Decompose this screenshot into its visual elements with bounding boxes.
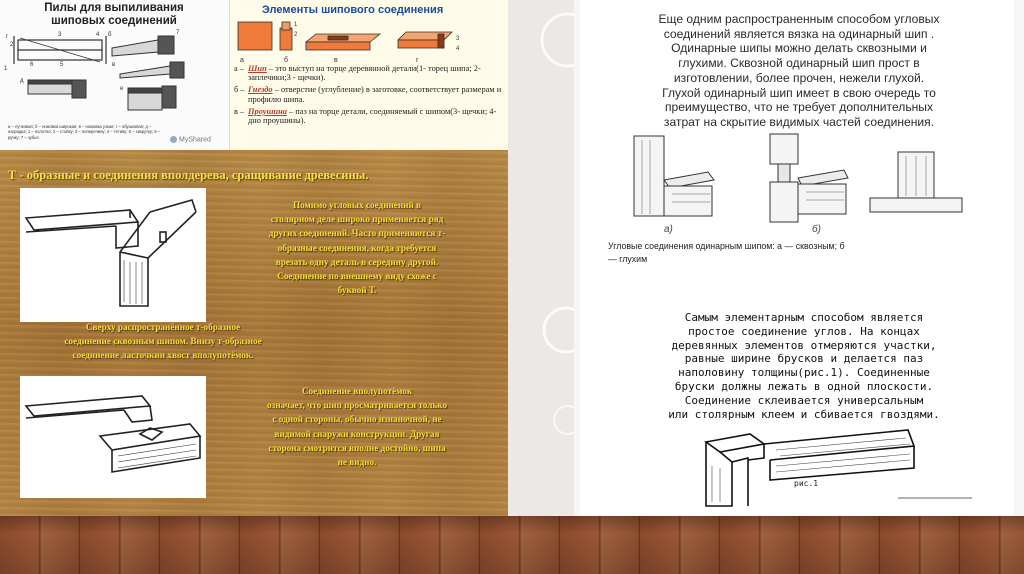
text-line: Соединение склеивается универсальным [684,393,924,407]
figure-label: г [416,57,419,64]
text-line: столярном деле широко применяется ряд [270,214,444,225]
through-tenon-drawing [634,136,714,216]
blind-tenon-drawing [770,134,848,222]
element-text: – паз на торце детали, соединяемый с шипом(3- щечки; 4- дно проушины). [248,106,497,126]
t-joints-title: Т - образные и соединения вполдерева, сращивание древесины. [8,168,369,182]
t-joint-through-tenon-sketch [20,188,206,322]
tenon-block [238,22,272,50]
saws-illustration [0,0,230,124]
background-band [508,0,574,516]
element-key: б – [234,85,245,95]
saw-label: е [120,86,124,92]
saw-label: 7 [176,30,180,36]
text-line: — глухим [608,254,648,264]
wooden-floor-decoration [0,516,1024,574]
text-line: сторона смотрится вполне достойно, шипа [268,442,446,453]
saw-label: 6 [30,62,34,68]
t-joints-paragraph [210,198,504,297]
part-number: 1 [294,22,298,28]
part-number: 4 [456,46,460,52]
element-text: – это выступ на торце деревянной детали(1- торец шипа; 2- заплечики;3 - щечки). [248,64,481,83]
text-line: не видно. [337,457,377,468]
corner-joints-panel [574,0,1024,516]
single-tenon-paragraph [594,12,1004,130]
saw-label: 2 [10,42,14,48]
element-item [234,85,504,103]
text-line: Еще одним распространенным способом угловых [658,12,940,26]
element-term: Шип [248,64,267,73]
text-line: простое соединение углов. На концах [688,324,920,338]
element-description [248,85,504,103]
simple-corner-joint-paragraph [600,311,1008,421]
saw-label: в [112,62,116,68]
text-line: бруски должны лежать в одной плоскости. [674,379,934,393]
saw-label: 1 [4,66,8,72]
figure-label: б) [812,224,821,235]
text-line: Помимо угловых соединений в [292,200,422,210]
element-description [248,107,504,125]
text-line: Соединение вполупотёмок [301,386,413,396]
text-line: соединение ласточкин хвост вполупотёмок. [72,350,254,361]
text-line: глухими. Сквозной одинарный шип прост в [678,56,920,71]
text-line: или столярным клеем и сбивается гвоздями. [668,407,940,421]
joint-elements-list [234,64,504,128]
text-line: Глухой одинарный шип имеет в свою очередь то [662,85,936,100]
element-term: Проушина [248,106,287,116]
text-line: Угловые соединения одинарным шипом: а — сквозным; б [608,241,845,251]
figure-caption: рис.1 [794,479,819,488]
saws-title-line: шиповых соединений [51,15,177,27]
text-line: Самым элементарным способом является [684,311,924,324]
part-number: 3 [456,36,460,42]
t-joints-caption [8,320,318,363]
narrow-saw-drawing [120,62,184,78]
element-key: в – [234,106,245,116]
saws-caption: а – лучковая; б – ножовка широкая; в – ножовка узкая; г – обушковая; д – наградка; 1 – полотно; 2 – стойку; 3 – поперечину; 4 – тетиву; 5 – закрутку; 6 – ручку; 7 – зубья [8,124,161,140]
text-line: равные ширине брусков и делается паз [684,352,924,366]
myshared-text: MyShared [179,136,211,144]
saw-label: 3 [58,32,62,38]
element-key: а – [234,64,244,73]
text-line: соединение сквозным шипом. Внизу т-образное [64,336,262,347]
text-line: затрат на скрытие видимых частей соединения. [663,114,935,129]
saw-label: 5 [60,62,64,68]
fine-saw-drawing [128,86,176,110]
element-item [234,64,504,82]
saw-label: г [6,34,9,40]
text-line: наполовину толщины(рис.1). Соединенные [678,366,930,380]
saw-label: д [20,78,24,84]
wide-handsaw-drawing [112,36,174,56]
t-joint-dovetail-drawing [20,376,206,498]
part-number: 2 [294,32,298,38]
element-item [234,107,504,125]
figure-label: а [240,57,244,64]
text-line: врезать одну деталь в середину другой. [275,256,439,267]
element-description [248,64,504,82]
t-joints-panel [0,150,508,516]
half-blind-paragraph [210,384,504,469]
slot-board [398,32,452,48]
tenon-detail [280,22,292,50]
single-tenon-diagram [580,130,1014,240]
mortise-board [306,34,380,50]
element-text: – отверстие (углубление) в заготовке, соответствует размерам и профилю шипа. [248,85,502,104]
figure-label: б [284,57,289,64]
joint-elements-title: Элементы шипового соединения [262,4,444,16]
t-joint-through-tenon-drawing [20,188,206,322]
text-line: видимой снаружи конструкции. Другая [274,428,440,439]
saw-label: 4 [96,32,100,38]
saw-label: б [108,32,112,38]
figure-label: а) [664,224,673,235]
myshared-logo-icon [170,136,177,143]
text-line: изготовлении, более прочен, нежели глухой. [673,70,925,85]
saws-panel [0,0,230,150]
myshared-watermark [170,136,211,143]
back-saw-drawing [28,80,86,98]
text-line: Соединение по внешнему виду схоже с [277,271,437,282]
text-line: означает, что шип просматривается только [266,400,448,411]
corner-joints-card [580,0,1014,516]
frame-saw-drawing [14,36,106,64]
half-lap-corner-diagram [580,424,1014,516]
t-joint-dovetail-sketch [20,376,206,498]
decorative-circles [508,0,574,516]
saws-title-line: Пилы для выпиливания [44,2,184,14]
figure-label: в [334,57,338,64]
element-term: Гнездо [248,85,273,95]
text-line: преимущество, что не требует дополнительных [664,100,934,115]
single-tenon-caption [608,240,1008,266]
text-line: соединений является вязка на одинарный шип . [663,26,935,41]
text-line: Одинарные шипы можно делать сквозными и [671,41,927,56]
text-line: буквой Т. [337,285,377,296]
cross-section-drawing [870,152,962,212]
text-line: Сверху распространённое т-образное [85,322,241,332]
text-line: образные соединения, когда требуется [277,242,437,253]
text-line: с одной стороны, обычно изнаночной, не [272,414,442,425]
text-line: деревянных элементов отмеряются участки, [671,338,937,352]
text-line: других соединений. Часто применяются т- [268,228,446,239]
joint-elements-panel [230,0,508,150]
